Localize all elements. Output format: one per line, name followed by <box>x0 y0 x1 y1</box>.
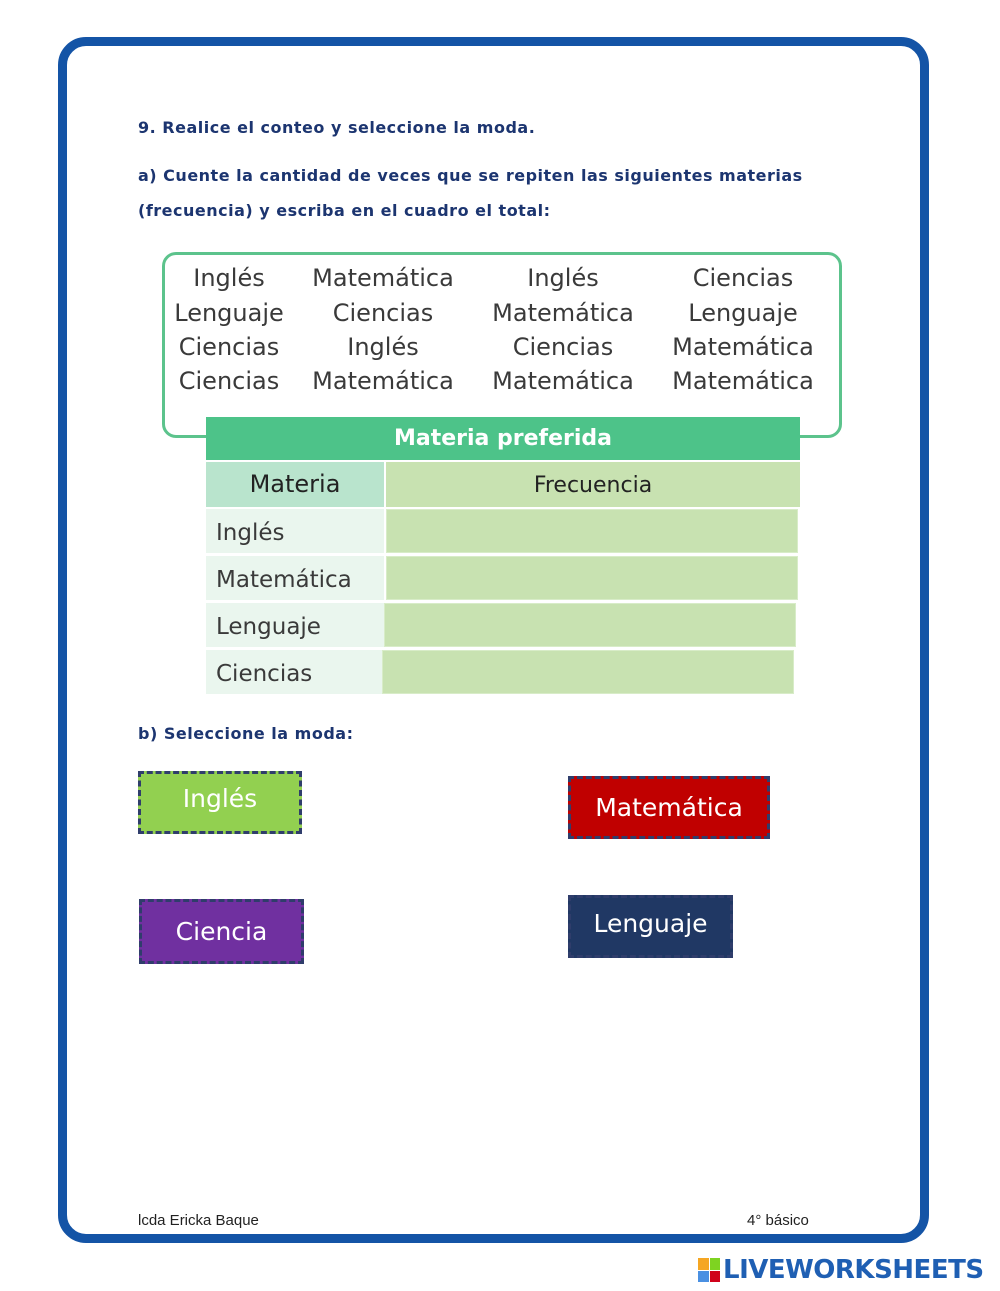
brand-name: LIVEWORKSHEETS <box>723 1255 984 1285</box>
frequency-input-lenguaje[interactable] <box>384 603 796 647</box>
column-header-subject: Materia <box>206 462 384 507</box>
table-row-subject: Ciencias <box>206 650 384 694</box>
word-r2-c1: Lenguaje <box>174 299 284 327</box>
part-a-instruction-line2: (frecuencia) y escriba en el cuadro el total: <box>138 201 551 220</box>
word-r1-c3: Inglés <box>527 264 599 292</box>
frequency-input-matematica[interactable] <box>386 556 798 600</box>
table-row-subject: Matemática <box>206 556 384 600</box>
grade-footer: 4° básico <box>747 1212 809 1229</box>
word-r3-c1: Ciencias <box>178 333 280 361</box>
liveworksheets-logo-icon <box>698 1258 720 1282</box>
option-ingles-button[interactable]: Inglés <box>138 771 302 834</box>
author-footer: lcda Ericka Baque <box>138 1212 259 1229</box>
table-row-subject: Inglés <box>206 509 384 553</box>
word-r4-c3: Matemática <box>492 367 634 395</box>
part-b-instruction: b) Seleccione la moda: <box>138 724 354 743</box>
table-row-subject: Lenguaje <box>206 603 384 647</box>
question-title: 9. Realice el conteo y seleccione la moda. <box>138 118 536 137</box>
word-r1-c4: Ciencias <box>692 264 794 292</box>
word-r4-c4: Matemática <box>672 367 814 395</box>
word-r2-c2: Ciencias <box>332 299 434 327</box>
table-title: Materia preferida <box>206 417 800 460</box>
word-r4-c2: Matemática <box>312 367 454 395</box>
word-r4-c1: Ciencias <box>178 367 280 395</box>
option-matematica-button[interactable]: Matemática <box>568 776 770 839</box>
liveworksheets-brand <box>698 1256 984 1284</box>
word-r3-c3: Ciencias <box>512 333 614 361</box>
word-r2-c4: Lenguaje <box>688 299 798 327</box>
frequency-input-ciencias[interactable] <box>382 650 794 694</box>
word-r3-c4: Matemática <box>672 333 814 361</box>
frequency-input-ingles[interactable] <box>386 509 798 553</box>
word-r2-c3: Matemática <box>492 299 634 327</box>
frequency-table <box>206 417 800 695</box>
option-lenguaje-button[interactable]: Lenguaje <box>568 895 733 958</box>
part-a-instruction-line1: a) Cuente la cantidad de veces que se repiten las siguientes materias <box>138 166 803 185</box>
column-header-frequency: Frecuencia <box>386 462 800 507</box>
word-r1-c1: Inglés <box>193 264 265 292</box>
option-ciencia-button[interactable]: Ciencia <box>139 899 304 964</box>
word-r1-c2: Matemática <box>312 264 454 292</box>
word-r3-c2: Inglés <box>347 333 419 361</box>
